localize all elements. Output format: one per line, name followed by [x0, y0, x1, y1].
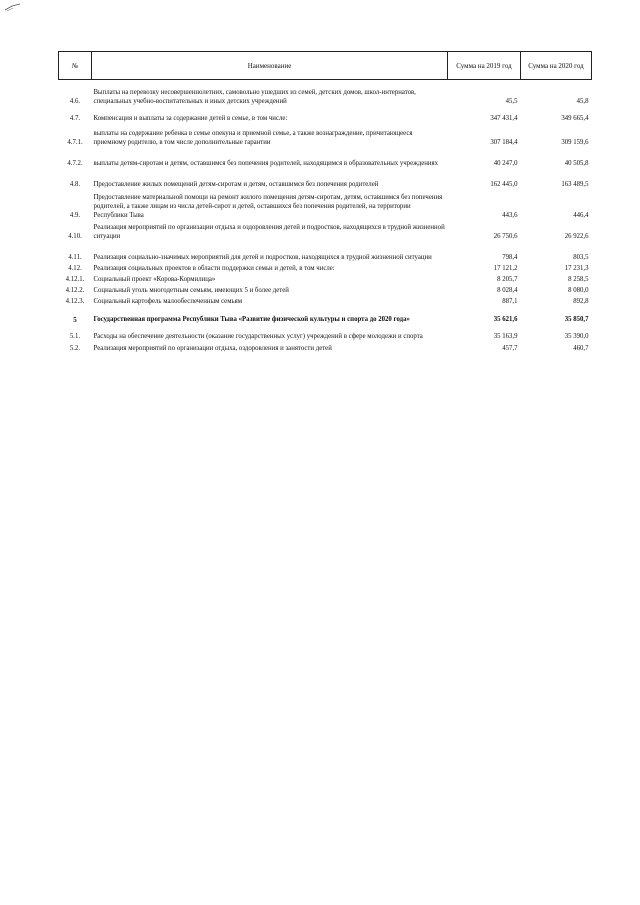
- table-header-row: [59, 52, 592, 80]
- table-row: [59, 308, 592, 326]
- header-sum-2020: Сумма на 2020 год: [521, 52, 592, 80]
- row-name: Реализация социально-значимых мероприятий для детей и подростков, находящихся в трудной жизненной ситуации: [93, 253, 432, 261]
- row-sum-2020: 803,5: [573, 253, 589, 261]
- scan-mark-icon: [4, 2, 22, 12]
- table-row: [59, 343, 592, 355]
- row-sum-2020: 892,8: [573, 297, 589, 305]
- table-row: [59, 243, 592, 264]
- row-sum-2020: 309 159,6: [561, 138, 589, 146]
- row-number: 4.7.2.: [67, 159, 83, 167]
- row-sum-2020: 446,4: [573, 211, 589, 219]
- row-name: Реализация социальных проектов в области поддержки семьи и детей, в том числе:: [93, 264, 335, 272]
- row-name: Социальный уголь многодетным семьям, имеющих 5 и более детей: [93, 286, 289, 294]
- row-name: Социальный проект «Корова-Кормилица»: [93, 275, 216, 283]
- row-sum-2019: 35 163,9: [493, 332, 518, 340]
- row-number: 5.1.: [69, 332, 81, 340]
- row-sum-2019: 40 247,0: [493, 159, 518, 167]
- table-row: [59, 149, 592, 170]
- table-row: [59, 191, 592, 222]
- row-sum-2019: 443,6: [502, 211, 518, 219]
- header-name: Наименование: [92, 52, 448, 80]
- header-sum-2019: Сумма на 2019 год: [448, 52, 521, 80]
- row-name: Расходы на обеспечение деятельности (оказание государственных услуг) учреждений в сфере молодежи и спорта: [93, 332, 423, 340]
- row-sum-2020: 40 505,8: [564, 159, 589, 167]
- row-sum-2019: 8 205,7: [497, 275, 518, 283]
- row-sum-2020: 163 489,5: [561, 180, 589, 188]
- row-sum-2020: 26 922,6: [564, 232, 589, 240]
- row-sum-2019: 457,7: [502, 344, 518, 352]
- row-sum-2019: 798,4: [502, 253, 518, 261]
- row-number: 4.12.3.: [65, 297, 85, 305]
- row-sum-2019: 307 184,4: [490, 138, 518, 146]
- row-name: Реализация мероприятий по организации отдыха, оздоровления и занятости детей: [93, 344, 332, 352]
- budget-table: [58, 51, 592, 355]
- row-name: Предоставление материальной помощи на ремонт жилого помещения детям-сиротам, детям, оставшимся без попечения родителей, а также лицам из числа детей-сирот и детей, оставшихся без попечения родителей, на территории Республики Тыва: [93, 194, 443, 219]
- table-row: [59, 264, 592, 275]
- row-name: выплаты на содержание ребенка в семье опекуна и приемной семье, а также вознаграждение, причитающееся приемному родителю, в том числе дополнительные гарантии: [93, 129, 413, 146]
- row-sum-2019: 347 431,4: [490, 114, 518, 122]
- budget-table-page: [58, 51, 591, 355]
- row-name: Государственная программа Республики Тыва «Развитие физической культуры и спорта до 2020 года»: [93, 315, 410, 323]
- row-number: 4.11.: [68, 253, 82, 261]
- row-sum-2019: 17 121,2: [493, 264, 518, 272]
- row-sum-2019: 35 621,6: [493, 315, 518, 323]
- row-sum-2020: 8 080,0: [568, 286, 589, 294]
- row-number: 4.6.: [69, 97, 81, 105]
- row-number: 5.2.: [69, 344, 81, 352]
- row-sum-2020: 460,7: [573, 344, 589, 352]
- row-sum-2019: 887,1: [502, 297, 518, 305]
- row-number: 4.7.1.: [67, 138, 83, 146]
- row-number: 4.7.: [69, 114, 81, 122]
- row-number: 4.12.: [68, 264, 82, 272]
- row-sum-2020: 35 390,0: [564, 332, 589, 340]
- row-number: 4.10.: [68, 232, 82, 240]
- row-sum-2020: 8 258,5: [568, 275, 589, 283]
- table-row: [59, 125, 592, 149]
- row-name: Выплаты на перевозку несовершеннолетних, самовольно ушедших из семей, детских домов, школ-интернатов, специальных учебно-воспитательных и иных детских учреждений: [93, 88, 416, 105]
- row-sum-2020: 349 665,4: [561, 114, 589, 122]
- row-sum-2020: 45,8: [576, 97, 589, 105]
- row-sum-2020: 35 850,7: [564, 315, 589, 323]
- row-number: 4.9.: [69, 211, 81, 219]
- table-row: [59, 326, 592, 343]
- table-row: [59, 297, 592, 308]
- table-row: [59, 286, 592, 297]
- row-name: Социальный картофель малообеспеченным семьям: [93, 297, 243, 305]
- table-row: [59, 222, 592, 243]
- row-name: выплаты детям-сиротам и детям, оставшимся без попечения родителей, находящимся в образовательных учреждениях: [93, 159, 439, 167]
- table-row: [59, 275, 592, 286]
- row-sum-2020: 17 231,3: [564, 264, 589, 272]
- table-row: [59, 170, 592, 191]
- row-sum-2019: 162 445,0: [490, 180, 518, 188]
- row-number: 5: [73, 315, 77, 324]
- row-name: Компенсация и выплаты за содержание детей в семье, в том числе:: [93, 114, 288, 122]
- row-number: 4.12.2.: [65, 286, 85, 294]
- row-sum-2019: 45,5: [505, 97, 518, 105]
- row-name: Предоставление жилых помещений детям-сиротам и детям, оставшимся без попечения родителей: [93, 180, 379, 188]
- row-sum-2019: 8 028,4: [497, 286, 518, 294]
- row-number: 4.12.1.: [65, 275, 85, 283]
- header-number: №: [59, 52, 92, 80]
- row-name: Реализация мероприятий по организации отдыха и оздоровления детей и подростков, находящихся в трудной жизненной ситуации: [93, 223, 445, 240]
- table-row: [59, 80, 592, 108]
- row-sum-2019: 26 750,6: [493, 232, 518, 240]
- table-row: [59, 108, 592, 125]
- row-number: 4.8.: [69, 180, 81, 188]
